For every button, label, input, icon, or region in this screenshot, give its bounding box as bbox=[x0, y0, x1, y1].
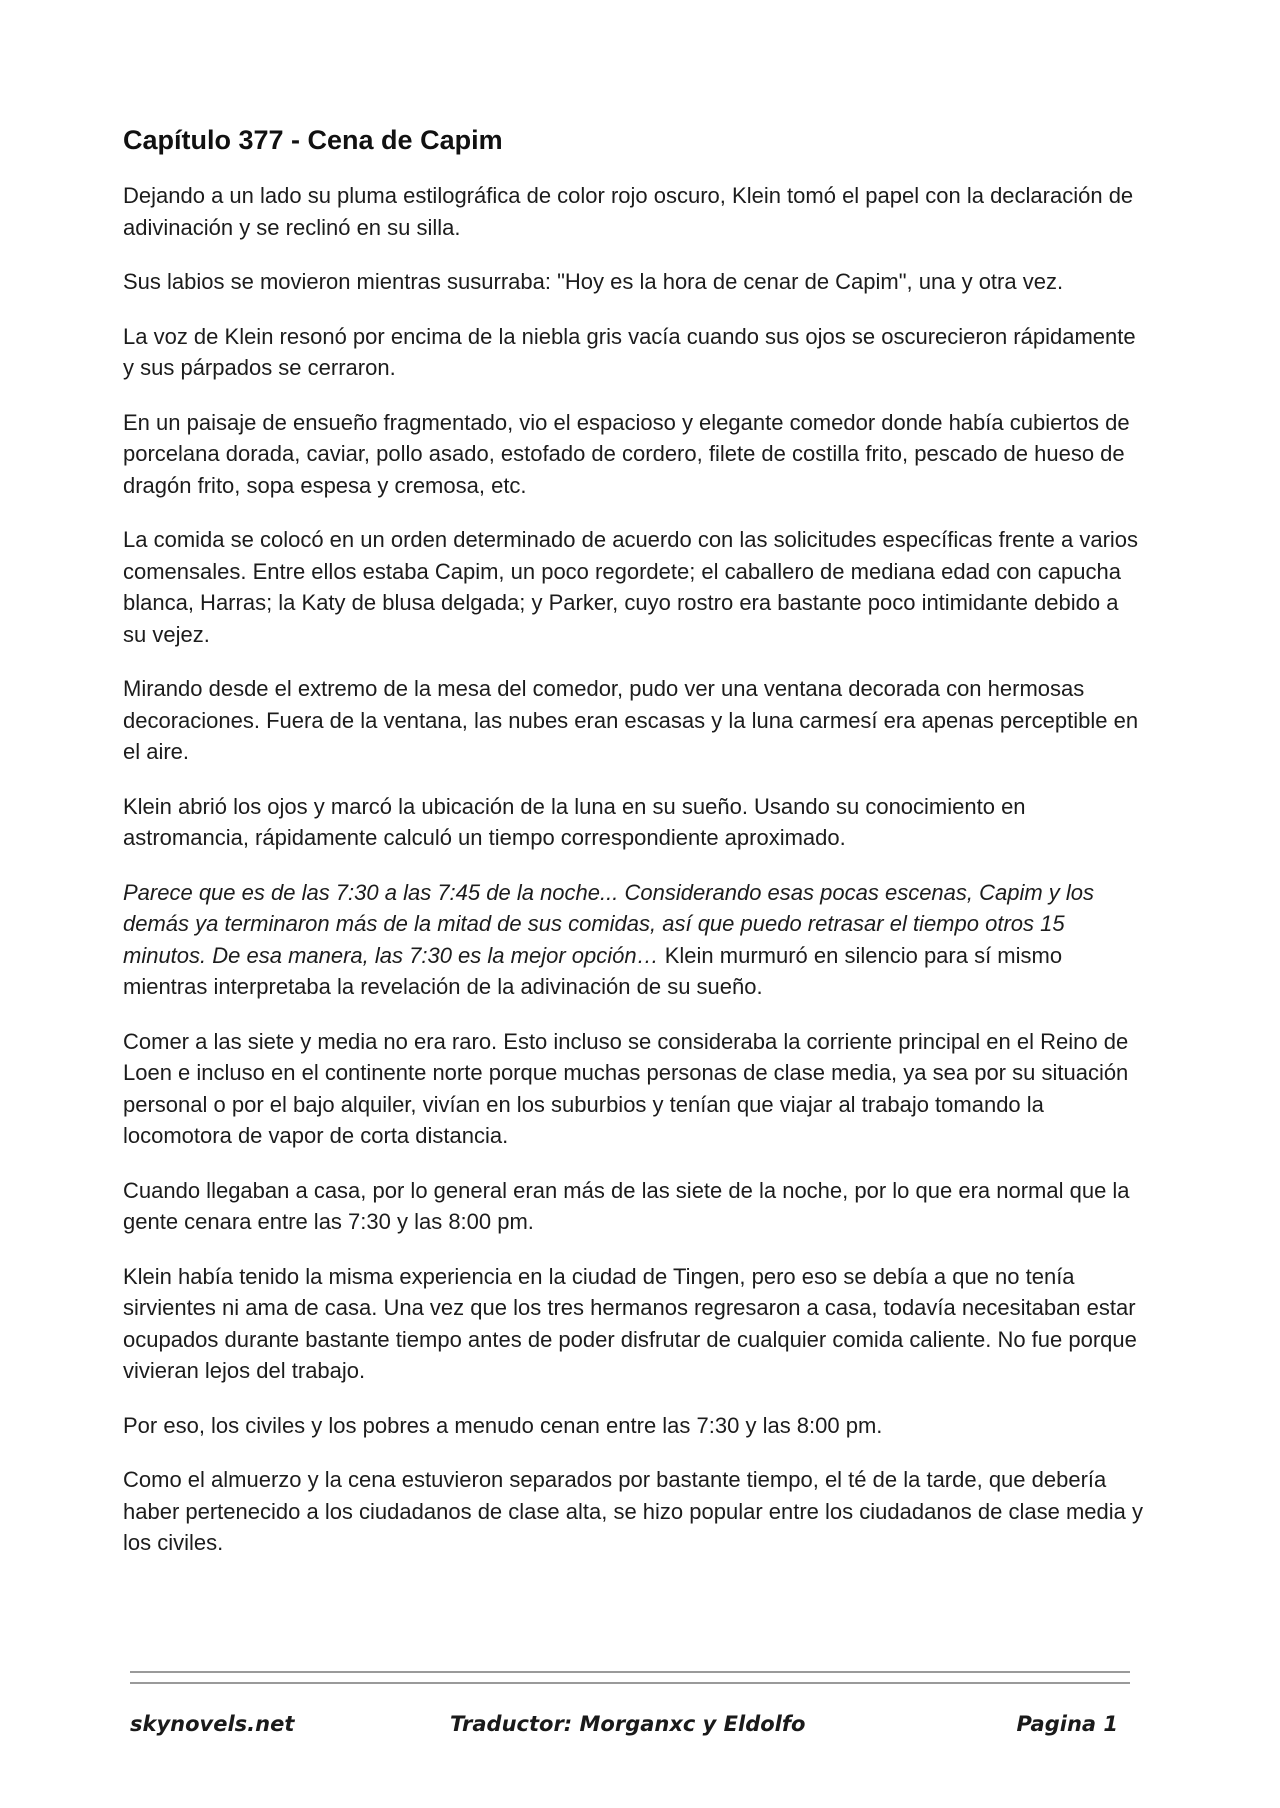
chapter-title: Capítulo 377 - Cena de Capim bbox=[123, 125, 503, 155]
footer-site: skynovels.net bbox=[130, 1712, 295, 1736]
paragraph: La comida se colocó en un orden determinado de acuerdo con las solicitudes específicas frente a varios comensales. Entre ellos estaba Capim, un poco regordete; el caballero de mediana edad con capucha blanca, Harras; la Katy de blusa delgada; y Parker, cuyo rostro era bastante poco intimidante debido a su vejez. bbox=[123, 527, 1139, 647]
paragraph: Como el almuerzo y la cena estuvieron separados por bastante tiempo, el té de la tarde, que debería haber pertenecido a los ciudadanos de clase alta, se hizo popular entre los ciudadanos de clase media y los civiles. bbox=[123, 1467, 1143, 1555]
paragraph: Klein abrió los ojos y marcó la ubicación de la luna en su sueño. Usando su conocimiento en astromancia, rápidamente calculó un tiempo correspondiente aproximado. bbox=[123, 793, 1026, 850]
paragraph: Por eso, los civiles y los pobres a menudo cenan entre las 7:30 y las 8:00 pm. bbox=[123, 1412, 883, 1438]
footer-divider bbox=[130, 1671, 1130, 1685]
narration-text: Klein murmuró en silencio para sí mismo mientras interpretaba la revelación de la adivinación de su sueño. bbox=[123, 942, 1063, 999]
paragraph: La voz de Klein resonó por encima de la niebla gris vacía cuando sus ojos se oscurecieron rápidamente y sus párpados se cerraron. bbox=[123, 323, 1136, 380]
footer-rule-top bbox=[130, 1671, 1130, 1673]
inner-thought-text: Parece que es de las 7:30 a las 7:45 de la noche... Considerando esas pocas escenas, Capim y los demás ya terminaron más de la mitad de sus comidas, así que puedo retrasar el tiempo otros 15 minutos. De esa manera, las 7:30 es la mejor opción… bbox=[123, 879, 1095, 968]
paragraph: Cuando llegaban a casa, por lo general eran más de las siete de la noche, por lo que era normal que la gente cenara entre las 7:30 y las 8:00 pm. bbox=[123, 1177, 1130, 1234]
paragraph: Sus labios se movieron mientras susurraba: "Hoy es la hora de cenar de Capim", una y otra vez. bbox=[123, 269, 1064, 294]
footer-translator: Traductor: Morganxc y Eldolfo bbox=[450, 1712, 806, 1736]
footer-page-number: Pagina 1 bbox=[1016, 1712, 1118, 1736]
paragraph: Klein había tenido la misma experiencia en la ciudad de Tingen, pero eso se debía a que no tenía sirvientes ni ama de casa. Una vez que los tres hermanos regresaron a casa, todavía necesitaban estar ocupados durante bastante tiempo antes de poder disfrutar de cualquier comida caliente. No fue porque vivieran lejos del trabajo. bbox=[123, 1263, 1137, 1383]
page-footer bbox=[130, 1712, 1130, 1746]
paragraph: Comer a las siete y media no era raro. Esto incluso se consideraba la corriente principal en el Reino de Loen e incluso en el continente norte porque muchas personas de clase media, ya sea por su situación personal o por el bajo alquiler, vivían en los suburbios y tenían que viajar al trabajo tomando la locomotora de vapor de corta distancia. bbox=[123, 1028, 1129, 1148]
document-body bbox=[123, 118, 1143, 1582]
paragraph: En un paisaje de ensueño fragmentado, vio el espacioso y elegante comedor donde había cubiertos de porcelana dorada, caviar, pollo asado, estofado de cordero, filete de costilla frito, pescado de hueso de dragón frito, sopa espesa y cremosa, etc. bbox=[123, 409, 1130, 498]
paragraph-mixed bbox=[123, 877, 1143, 1003]
paragraph: Mirando desde el extremo de la mesa del comedor, pudo ver una ventana decorada con hermosas decoraciones. Fuera de la ventana, las nubes eran escasas y la luna carmesí era apenas perceptible en el aire. bbox=[123, 676, 1139, 764]
paragraph: Dejando a un lado su pluma estilográfica de color rojo oscuro, Klein tomó el papel con la declaración de adivinación y se reclinó en su silla. bbox=[123, 183, 1134, 240]
footer-rule-bottom bbox=[130, 1682, 1130, 1684]
